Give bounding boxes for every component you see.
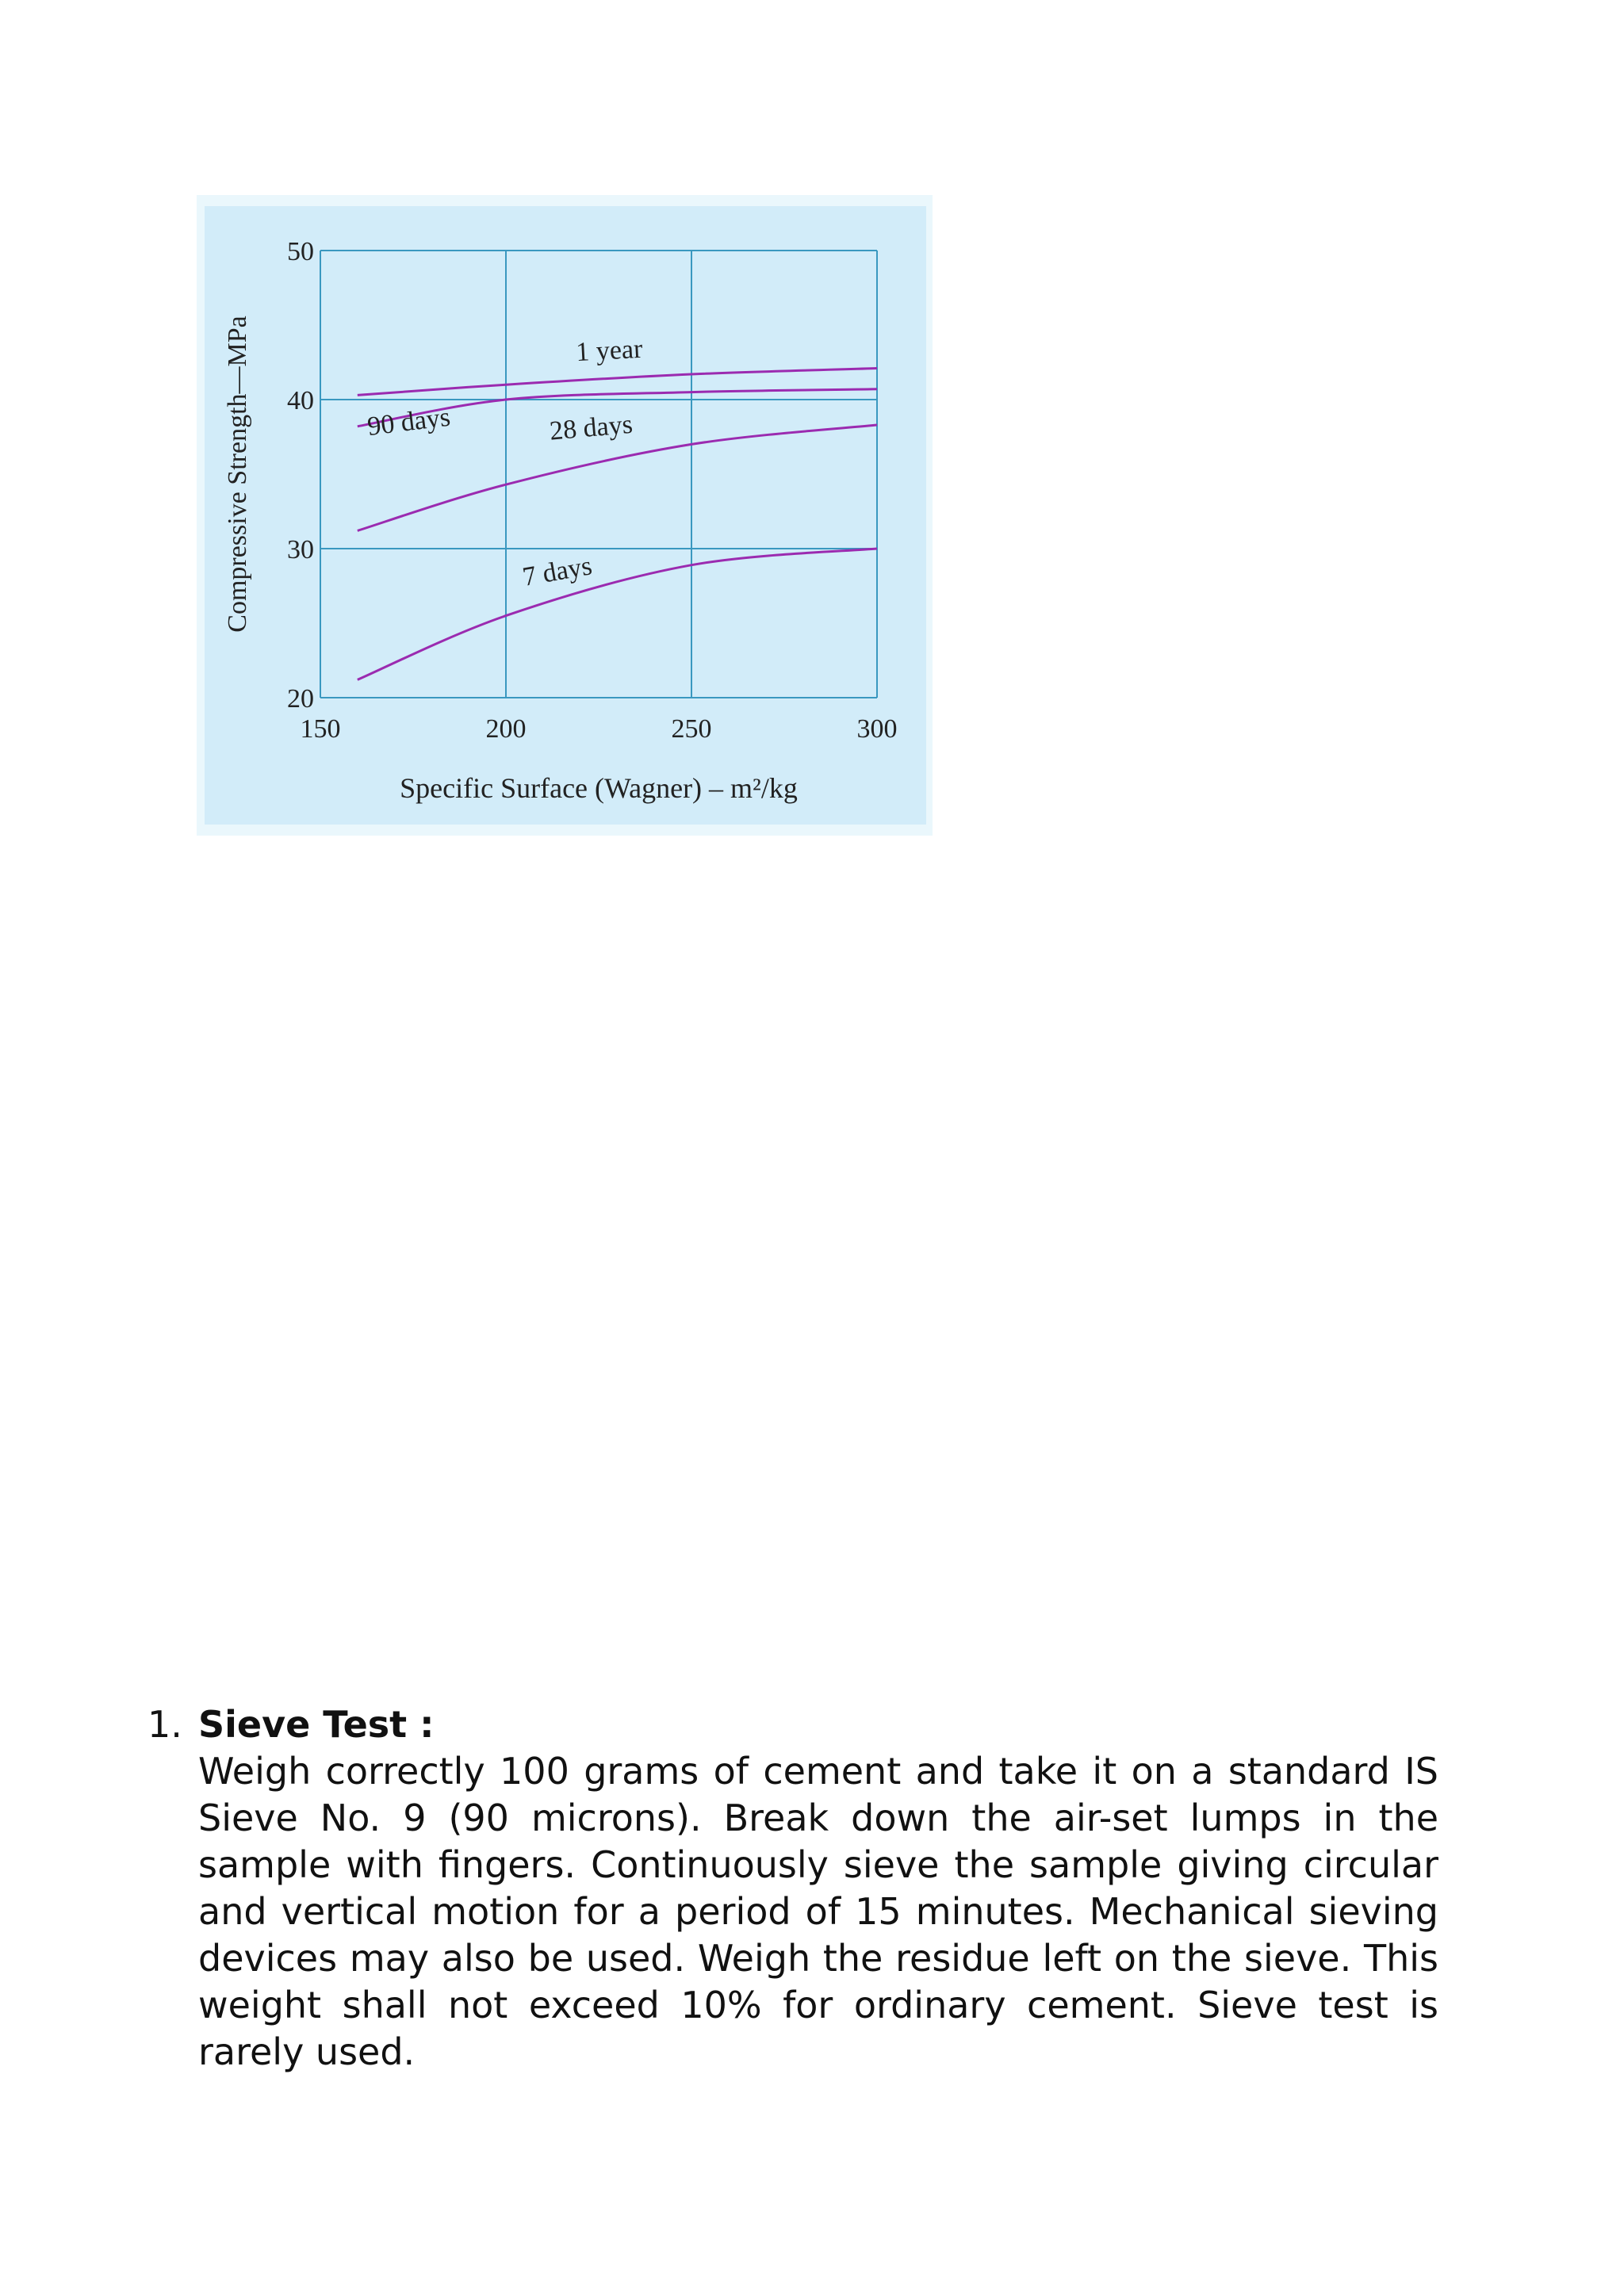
- x-tick-label-2: 250: [671, 714, 712, 744]
- section-body: Weigh correctly 100 grams of cement and take it on a standard IS Sieve No. 9 (90 microns). Break down the air-set lumps in the sample with fingers. Continuously sieve the sample giving circular and vertical motion for a period of 15 minutes. Mechanical sieving devices may also be used. Weigh the residue left on the sieve. This weight shall not exceed 10% for ordinary cement. Sieve test is rarely used.: [198, 1750, 1438, 2073]
- x-axis-label: Specific Surface (Wagner) – m²/kg: [400, 772, 798, 804]
- x-tick-label-0: 150: [300, 714, 341, 744]
- y-tick-label-0: 20: [287, 684, 314, 714]
- curve-label-7-days: 7 days: [520, 551, 595, 592]
- y-tick-label-2: 40: [287, 386, 314, 415]
- x-tick-label-3: 300: [856, 714, 898, 744]
- y-tick-label-3: 50: [287, 237, 314, 266]
- curve-label-1-year: 1 year: [575, 334, 644, 368]
- y-axis-label: Compressive Strength—MPa: [223, 316, 252, 633]
- x-tick-label-1: 200: [485, 714, 527, 744]
- strength-chart: [197, 195, 933, 836]
- section-number: 1.: [147, 1703, 182, 1746]
- curve-label-90-days: 90 days: [366, 402, 452, 442]
- section-title: Sieve Test :: [198, 1703, 435, 1746]
- strength-chart-figure: [197, 195, 933, 836]
- curve-label-28-days: 28 days: [548, 409, 634, 446]
- y-tick-label-1: 30: [287, 535, 314, 564]
